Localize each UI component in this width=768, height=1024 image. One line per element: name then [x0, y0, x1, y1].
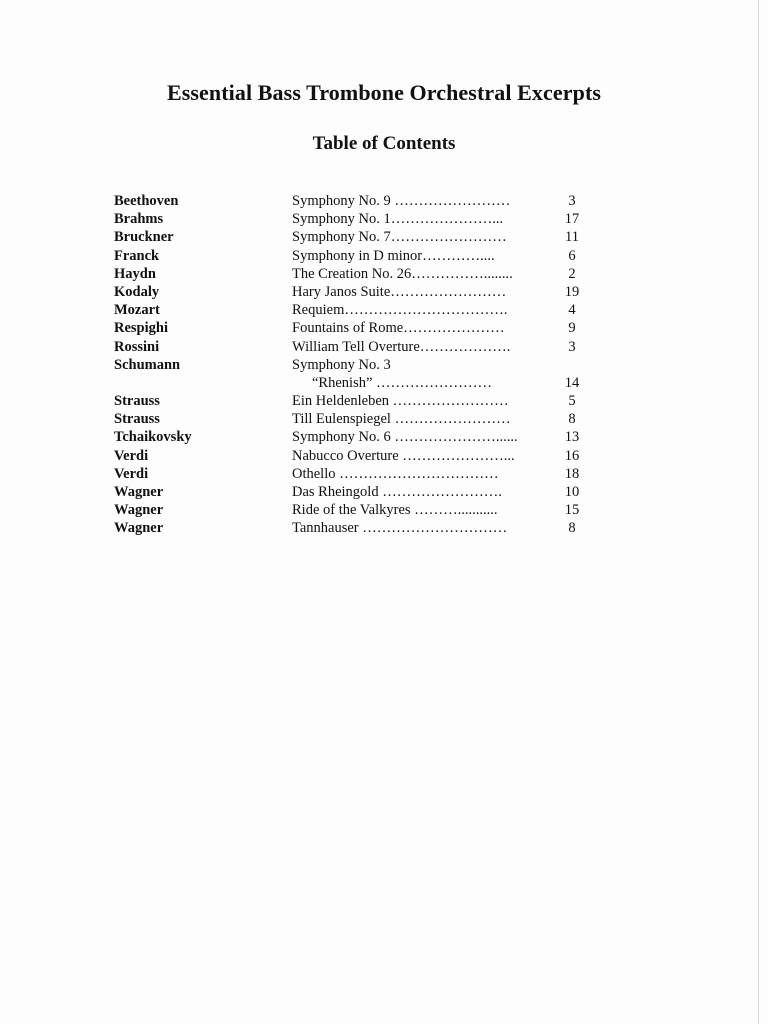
work-title: Fountains of Rome…………………	[292, 320, 505, 337]
toc-entry	[114, 319, 584, 337]
composer-name: Wagner	[114, 520, 164, 537]
work-title: Symphony No. 3	[292, 356, 391, 373]
composer-name: Tchaikovsky	[114, 429, 192, 446]
composer-name: Verdi	[114, 465, 149, 482]
page-number: 15	[564, 502, 580, 519]
composer-name: Beethoven	[114, 193, 179, 209]
work-title: Nabucco Overture …………………...	[292, 447, 515, 464]
work-title: Ride of the Valkyres ………...........	[292, 502, 498, 519]
toc-entry	[114, 356, 584, 392]
toc-entry	[114, 410, 584, 428]
toc-entry	[114, 519, 584, 537]
work-title: Symphony No. 1…………………...	[292, 211, 504, 228]
toc-entry	[114, 192, 584, 210]
work-title: Symphony No. 9 ……………………	[292, 193, 511, 209]
composer-name: Wagner	[114, 502, 164, 519]
toc-entry	[114, 301, 584, 319]
work-title: Till Eulenspiegel ……………………	[292, 411, 511, 428]
document-title: Essential Bass Trombone Orchestral Excerpts	[166, 80, 602, 105]
page-number: 14	[564, 374, 580, 391]
page-number: 11	[565, 229, 579, 246]
toc-entry	[114, 228, 584, 246]
toc-entry	[114, 338, 584, 356]
page-number: 5	[568, 393, 576, 410]
page-number: 16	[564, 447, 580, 464]
work-title: Othello ……………………………	[292, 465, 499, 482]
toc-entry	[114, 283, 584, 301]
page-number: 6	[568, 247, 576, 264]
composer-name: Kodaly	[114, 283, 160, 300]
work-title: Symphony in D minor…………....	[292, 247, 495, 264]
page-number: 4	[568, 302, 576, 319]
work-title: Tannhauser …………………………	[292, 520, 508, 537]
page-number: 3	[568, 338, 576, 355]
toc-entry	[114, 428, 584, 446]
composer-name: Mozart	[114, 302, 160, 319]
composer-name: Brahms	[114, 211, 164, 228]
work-title: Ein Heldenleben ……………………	[292, 393, 509, 410]
composer-name: Strauss	[114, 411, 160, 428]
page-number: 19	[564, 283, 580, 300]
page-number: 8	[568, 411, 576, 428]
toc-entry	[114, 447, 584, 465]
composer-name: Franck	[114, 247, 160, 264]
page-number: 9	[568, 320, 576, 337]
toc-entry	[114, 210, 584, 228]
composer-name: Wagner	[114, 484, 164, 501]
toc-entry	[114, 465, 584, 483]
page-number: 18	[564, 465, 580, 482]
work-title: William Tell Overture……………….	[292, 338, 511, 355]
work-title: Symphony No. 6 …………………......	[292, 429, 518, 446]
composer-name: Bruckner	[114, 229, 174, 246]
page-number: 2	[568, 265, 576, 282]
work-title: Requiem…………………………….	[292, 302, 508, 319]
work-title: Das Rheingold …………………….	[292, 484, 502, 501]
work-subtitle: “Rhenish” ……………………	[312, 374, 493, 391]
composer-name: Verdi	[114, 447, 149, 464]
toc-heading: Table of Contents	[312, 133, 456, 154]
composer-name: Rossini	[114, 338, 160, 355]
page-number: 17	[564, 211, 580, 228]
page-number: 10	[564, 484, 580, 501]
work-title: Symphony No. 7……………………	[292, 229, 507, 246]
composer-name: Strauss	[114, 393, 160, 410]
composer-name: Haydn	[114, 265, 156, 282]
toc-entry	[114, 247, 584, 265]
toc-entry	[114, 265, 584, 283]
page-number: 8	[568, 520, 576, 537]
toc-entry	[114, 483, 584, 501]
table-of-contents	[114, 192, 584, 538]
composer-name: Respighi	[114, 320, 168, 337]
page-number: 3	[568, 193, 576, 209]
toc-entry	[114, 392, 584, 410]
toc-entry	[114, 501, 584, 519]
composer-name: Schumann	[114, 356, 181, 373]
work-title: Hary Janos Suite……………………	[292, 283, 507, 300]
work-title: The Creation No. 26……………........	[292, 265, 513, 282]
page-number: 13	[564, 429, 580, 446]
